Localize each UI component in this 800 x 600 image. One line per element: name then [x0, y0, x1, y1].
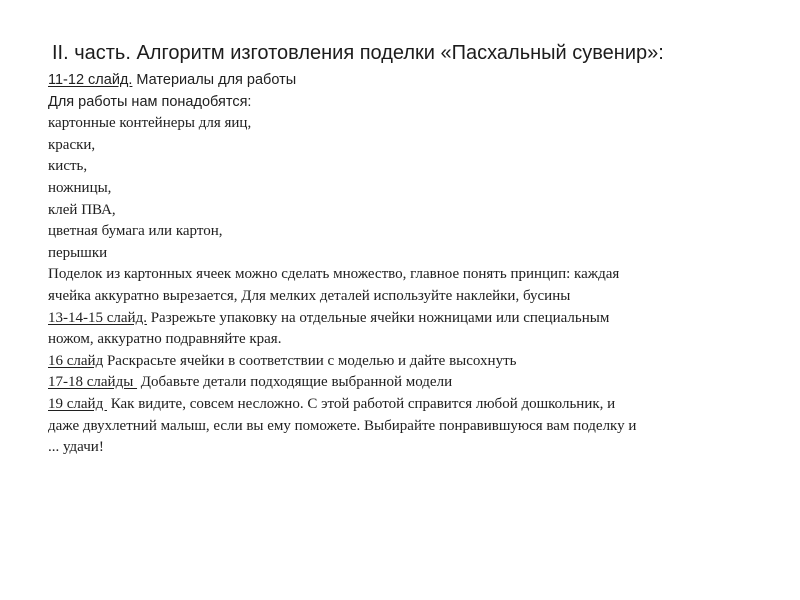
- step-line: [48, 372, 763, 394]
- material-item: ножницы,: [48, 179, 112, 196]
- slide-reference: 19 слайд: [48, 395, 107, 412]
- paragraph-line: Поделок из картонных ячеек можно сделать множество, главное понять принцип: каждая: [48, 266, 620, 283]
- step-line: даже двухлетний малыш, если вы ему поможете. Выбирайте понравившуюся вам поделку и: [48, 417, 637, 434]
- step-line: ножом, аккуратно подравняйте края.: [48, 331, 282, 348]
- step-line: ... удачи!: [48, 439, 104, 456]
- section-heading-text: Материалы для работы: [132, 72, 297, 88]
- page-title: II. часть. Алгоритм изготовления поделки «Пасхальный сувенир»:: [52, 42, 664, 64]
- step-text: Добавьте детали подходящие выбранной модели: [137, 374, 453, 391]
- step-text: Как видите, совсем несложно. С этой работой справится любой дошкольник, и: [106, 395, 616, 412]
- slide-reference: 13-14-15 слайд.: [48, 309, 147, 326]
- material-item: клей ПВА,: [48, 201, 116, 218]
- materials-intro: Для работы нам понадобятся:: [48, 93, 252, 110]
- paragraph-line: ячейка аккуратно вырезается, Для мелких деталей используйте наклейки, бусины: [48, 287, 571, 304]
- material-item: перышки: [48, 244, 108, 261]
- material-item: краски,: [48, 136, 96, 153]
- material-item: кисть,: [48, 158, 88, 175]
- slide-body: [48, 70, 763, 459]
- slide-reference: 16 слайд: [48, 352, 104, 369]
- step-line: [48, 351, 763, 373]
- step-line: [48, 308, 763, 330]
- step-text: Раскрасьте ячейки в соответствии с моделью и дайте высохнуть: [103, 352, 517, 369]
- step-text: Разрежьте упаковку на отдельные ячейки ножницами или специальным: [146, 309, 610, 326]
- slide-reference: 17-18 слайды: [48, 374, 138, 391]
- section-heading: [48, 70, 763, 92]
- material-item: картонные контейнеры для яиц,: [48, 115, 252, 132]
- step-line: [48, 394, 763, 416]
- material-item: цветная бумага или картон,: [48, 223, 223, 240]
- slide-reference: 11-12 слайд.: [48, 72, 133, 88]
